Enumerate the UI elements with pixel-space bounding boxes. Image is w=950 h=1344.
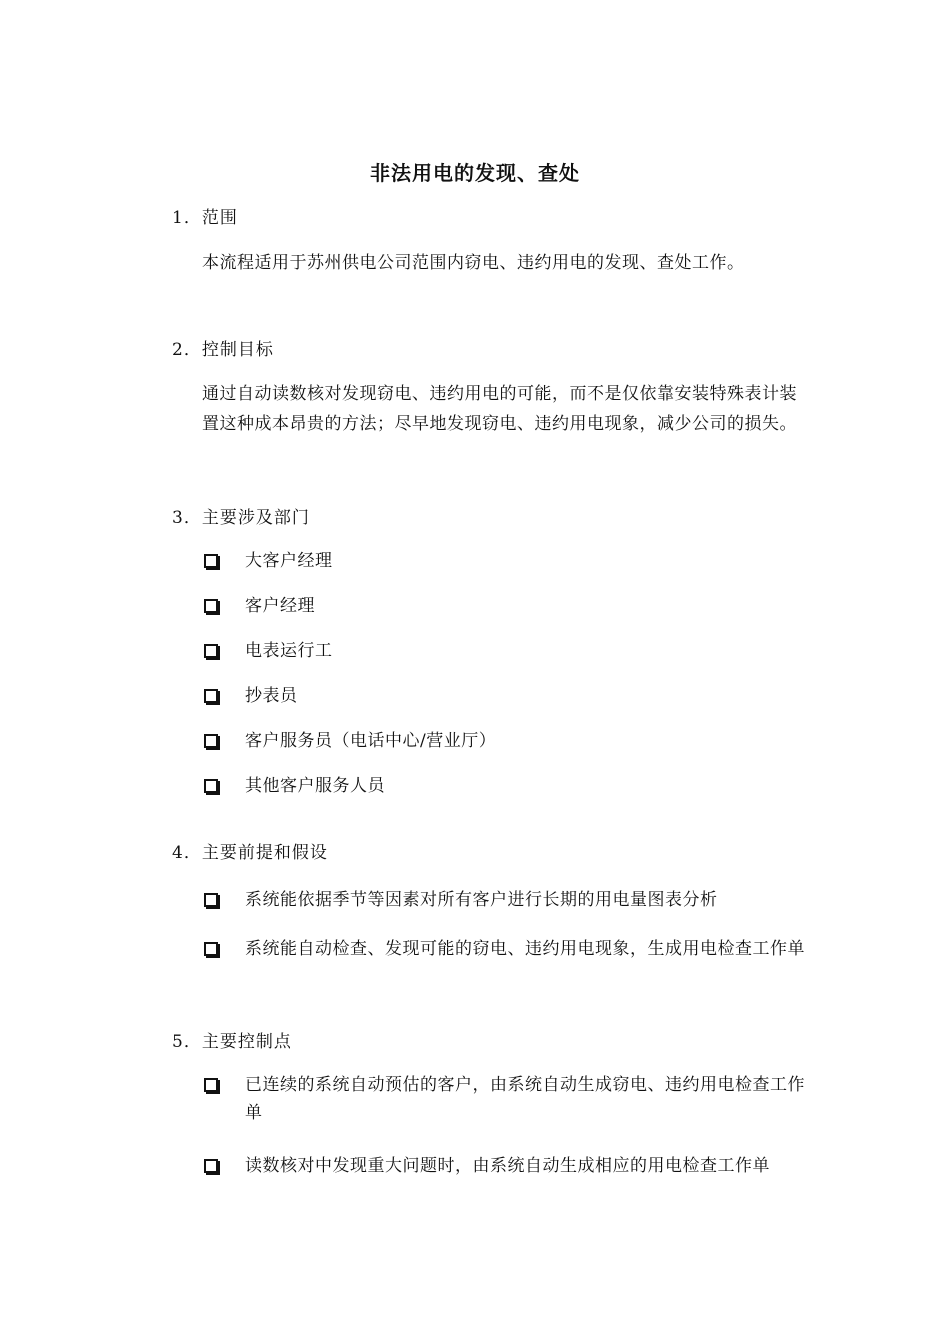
list-item-text: 系统能依据季节等因素对所有客户进行长期的用电量图表分析 bbox=[245, 890, 718, 910]
checkbox-bullet-icon bbox=[204, 779, 218, 793]
list-item-text: 抄表员 bbox=[245, 686, 298, 706]
checkbox-bullet-icon bbox=[204, 554, 218, 568]
checkbox-bullet-icon bbox=[204, 942, 218, 956]
checkbox-bullet-icon bbox=[204, 644, 218, 658]
checkbox-bullet-icon bbox=[204, 599, 218, 613]
section-3-heading: 3．主要涉及部门 bbox=[172, 508, 310, 528]
list-item-text: 客户经理 bbox=[245, 596, 315, 616]
section-4-heading: 4．主要前提和假设 bbox=[172, 843, 328, 863]
list-item-text: 其他客户服务人员 bbox=[245, 776, 385, 796]
section-2-text: 通过自动读数核对发现窃电、违约用电的可能，而不是仅依靠安装特殊表计装置这种成本昂贵的方法；尽早地发现窃电、违约用电现象，减少公司的损失。 bbox=[202, 384, 797, 434]
list-item-text: 系统能自动检查、发现可能的窃电、违约用电现象，生成用电检查工作单 bbox=[245, 939, 805, 959]
section-1-heading: 1．范围 bbox=[172, 208, 238, 228]
section-2-heading: 2．控制目标 bbox=[172, 340, 274, 360]
checkbox-bullet-icon bbox=[204, 734, 218, 748]
section-1-text: 本流程适用于苏州供电公司范围内窃电、违约用电的发现、查处工作。 bbox=[202, 253, 745, 273]
list-item-text: 读数核对中发现重大问题时，由系统自动生成相应的用电检查工作单 bbox=[245, 1156, 770, 1176]
checkbox-bullet-icon bbox=[204, 1159, 218, 1173]
checkbox-bullet-icon bbox=[204, 689, 218, 703]
section-5-heading: 5．主要控制点 bbox=[172, 1032, 292, 1052]
list-item-text: 大客户经理 bbox=[245, 551, 333, 571]
checkbox-bullet-icon bbox=[204, 893, 218, 907]
list-item-text: 客户服务员（电话中心/营业厅） bbox=[245, 731, 497, 751]
list-item-text: 电表运行工 bbox=[245, 641, 333, 661]
list-item-text: 已连续的系统自动预估的客户，由系统自动生成窃电、违约用电检查工作单 bbox=[245, 1075, 805, 1123]
document-title: 非法用电的发现、查处 bbox=[370, 161, 580, 185]
checkbox-bullet-icon bbox=[204, 1078, 218, 1092]
